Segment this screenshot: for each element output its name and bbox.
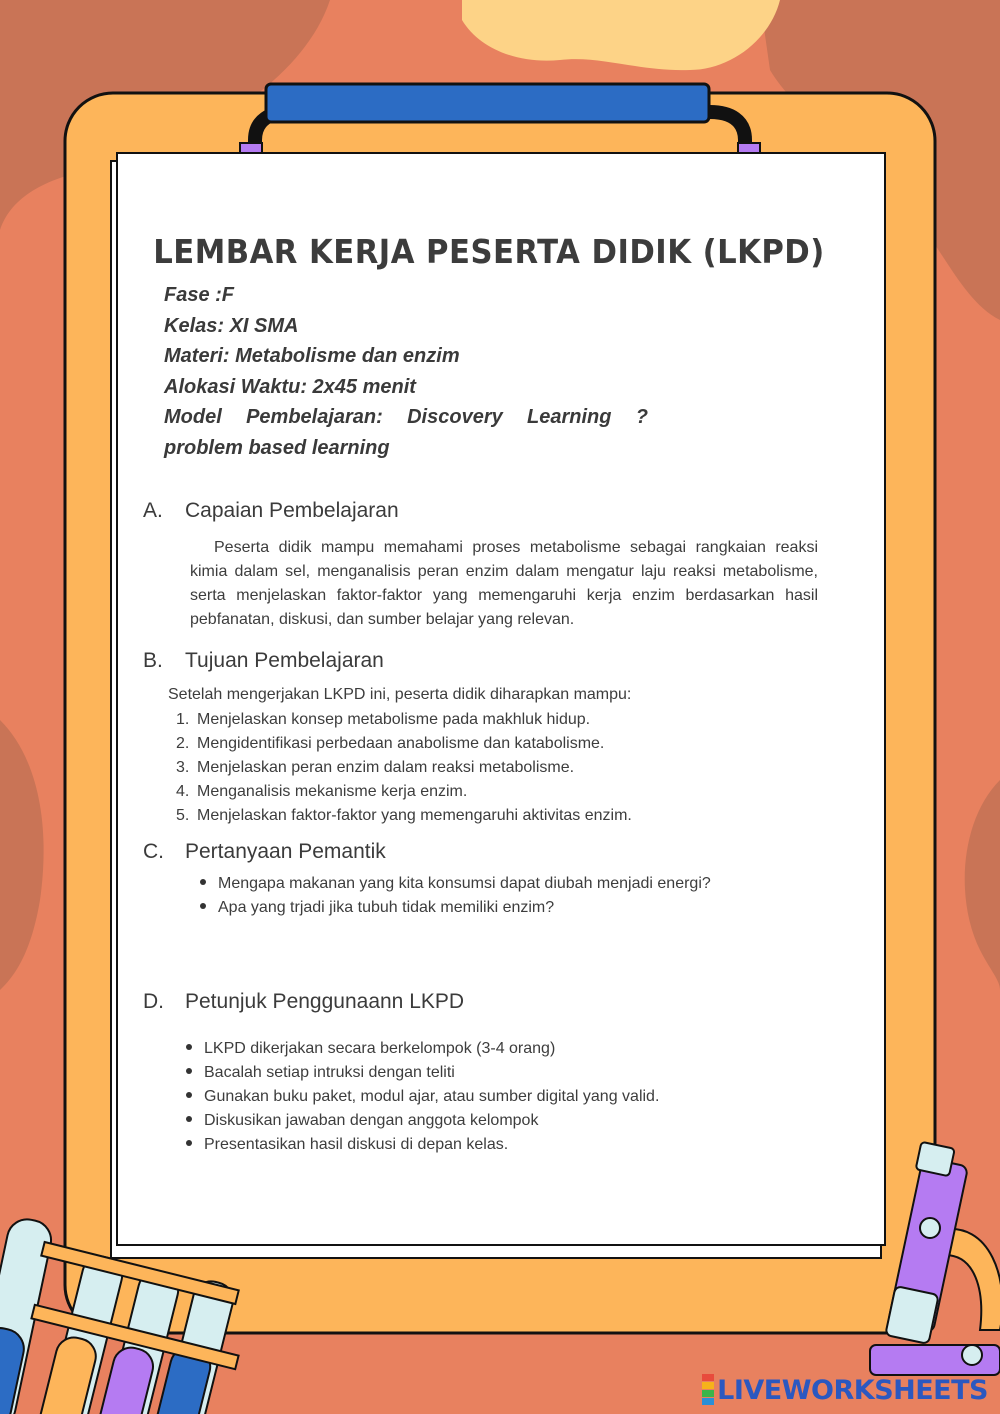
list-item — [186, 1061, 659, 1085]
list-item — [186, 1037, 659, 1061]
section-b-intro: Setelah mengerjakan LKPD ini, peserta didik diharapkan mampu: — [168, 686, 632, 703]
list-item — [186, 1085, 659, 1109]
bullet-icon — [186, 1116, 192, 1122]
bg-blob-yellow — [462, 0, 780, 70]
list-text: Apa yang trjadi jika tubuh tidak memiliki enzim? — [218, 899, 555, 916]
list-item — [176, 732, 632, 756]
meta-materi: Materi: Metabolisme dan enzim — [164, 345, 460, 367]
meta-model-word: Pembelajaran: — [246, 406, 383, 428]
list-text: LKPD dikerjakan secara berkelompok (3-4 orang) — [204, 1040, 556, 1057]
bg-blob-left — [0, 720, 44, 990]
list-item — [186, 1109, 659, 1133]
list-text: Menjelaskan peran enzim dalam reaksi metabolisme. — [197, 759, 575, 776]
section-a-paragraph — [190, 536, 818, 632]
list-item — [176, 780, 632, 804]
logo-icon — [702, 1374, 714, 1406]
list-text: Presentasikan hasil diskusi di depan kelas. — [204, 1136, 509, 1153]
bullet-icon — [186, 1068, 192, 1074]
list-number: 5. — [176, 807, 190, 824]
section-a-text: Peserta didik mampu memahami proses metabolisme sebagai rangkaian reaksi kimia dalam sel, menganalisis peran enzim dalam mengatur laju reaksi metabolisme, serta menjelaskan faktor-faktor yang memengaruhi kerja enzim berdasarkan hasil pebfanatan, diskusi, dan sumber belajar yang relevan. — [190, 539, 818, 628]
list-number: 1. — [176, 711, 190, 728]
section-letter: B. — [143, 649, 163, 672]
meta-model-word: Discovery — [407, 406, 503, 428]
meta-alokasi: Alokasi Waktu: 2x45 menit — [164, 375, 416, 398]
list-text: Mengidentifikasi perbedaan anabolisme dan katabolisme. — [197, 735, 605, 752]
bullet-icon — [186, 1140, 192, 1146]
clip-bar — [266, 84, 709, 122]
meta-kelas: Kelas: XI SMA — [164, 314, 299, 337]
section-c-heading — [143, 840, 386, 864]
meta-model-word: ? — [635, 406, 648, 428]
bullet-icon — [186, 1092, 192, 1098]
list-text: Bacalah setiap intruksi dengan teliti — [204, 1064, 455, 1081]
page-title: LEMBAR KERJA PESERTA DIDIK (LKPD) — [153, 232, 825, 271]
questions-list — [200, 872, 711, 920]
meta-model — [164, 402, 648, 433]
list-text: Gunakan buku paket, modul ajar, atau sumber digital yang valid. — [204, 1088, 660, 1105]
section-title: Petunjuk Penggunaann LKPD — [185, 990, 465, 1013]
section-letter: A. — [143, 499, 163, 522]
list-item — [176, 708, 632, 732]
list-text: Menjelaskan konsep metabolisme pada makhluk hidup. — [197, 711, 591, 728]
objectives-list — [176, 708, 632, 828]
instructions-list — [186, 1037, 659, 1157]
meta-model-line2: problem based learning — [164, 436, 390, 459]
section-title: Tujuan Pembelajaran — [185, 649, 384, 672]
list-item — [200, 896, 711, 920]
section-b-heading — [143, 649, 384, 673]
list-text: Mengapa makanan yang kita konsumsi dapat diubah menjadi energi? — [218, 875, 711, 892]
section-d-heading — [143, 990, 464, 1014]
list-item — [186, 1133, 659, 1157]
bullet-icon — [186, 1044, 192, 1050]
list-text: Menjelaskan faktor-faktor yang memengaruhi aktivitas enzim. — [197, 807, 632, 824]
section-title: Pertanyaan Pemantik — [185, 840, 386, 863]
meta-info — [164, 280, 648, 463]
list-number: 2. — [176, 735, 190, 752]
list-text: Diskusikan jawaban dengan anggota kelompok — [204, 1112, 539, 1129]
liveworksheets-logo[interactable] — [702, 1374, 988, 1406]
section-title: Capaian Pembelajaran — [185, 499, 399, 522]
section-a-heading — [143, 499, 399, 523]
list-text: Menganalisis mekanisme kerja enzim. — [197, 783, 468, 800]
meta-model-word: Learning — [527, 406, 612, 428]
bg-blob-right — [965, 780, 1000, 990]
list-number: 4. — [176, 783, 190, 800]
meta-fase: Fase :F — [164, 284, 235, 306]
list-number: 3. — [176, 759, 190, 776]
list-item — [176, 804, 632, 828]
list-item — [176, 756, 632, 780]
logo-text: LIVEWORKSHEETS — [717, 1374, 988, 1406]
section-letter: C. — [143, 840, 164, 863]
bullet-icon — [200, 903, 206, 909]
meta-model-word: Model — [164, 406, 222, 428]
section-letter: D. — [143, 990, 164, 1013]
bullet-icon — [200, 879, 206, 885]
list-item — [200, 872, 711, 896]
